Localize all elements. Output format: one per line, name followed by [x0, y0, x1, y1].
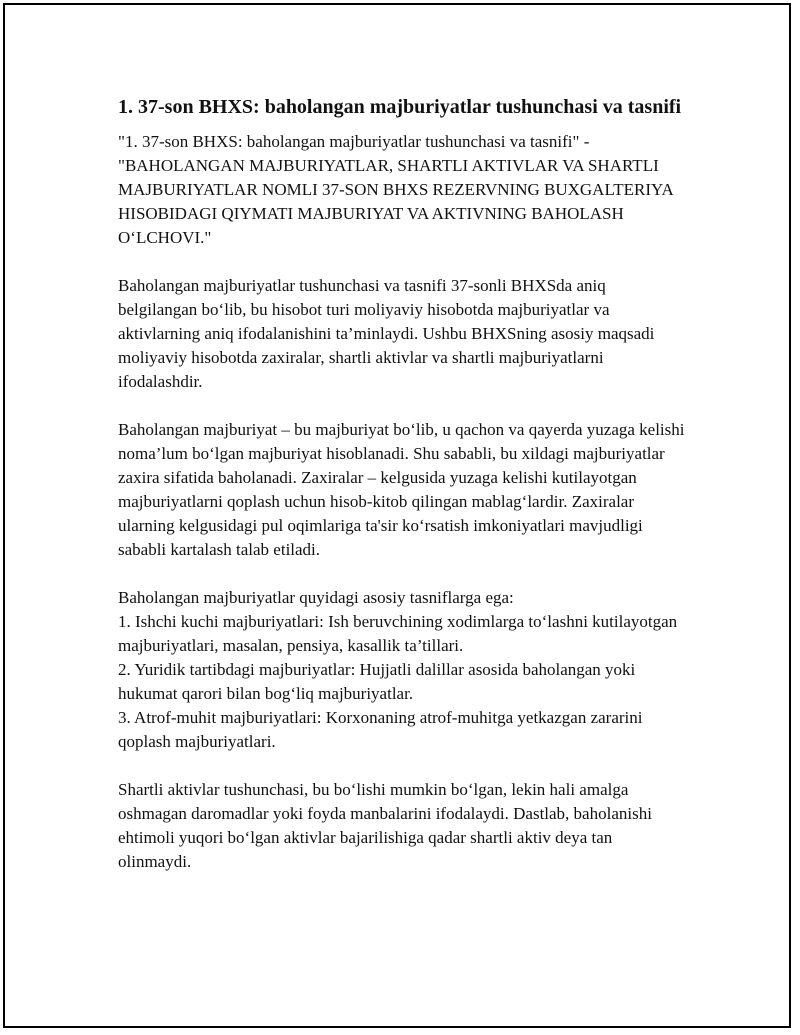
document-body: [118, 94, 688, 874]
classification-item-environmental: 3. Atrof-muhit majburiyatlari: Korxonaning atrof-muhitga yetkazgan zararini qoplash majburiyatlari.: [118, 708, 643, 751]
contingent-assets-paragraph: Shartli aktivlar tushunchasi, bu bo‘lishi mumkin bo‘lgan, lekin hali amalga oshmagan daromadlar yoki foyda manbalarini ifodalaydi. Dastlab, baholanishi ehtimoli yuqori bo‘lgan aktivlar bajarilishiga qadar shartli aktiv deya tan olinmaydi.: [118, 780, 652, 871]
estimated-liability-paragraph: Baholangan majburiyat – bu majburiyat bo‘lib, u qachon va qayerda yuzaga kelishi noma’lum bo‘lgan majburiyat hisoblanadi. Shu sababli, bu xildagi majburiyatlar zaxira sifatida baholanadi. Zaxiralar – kelgusida yuzaga kelishi kutilayotgan majburiyatlarni qoplash uchun hisob-kitob qilingan mablag‘lardir. Zaxiralar ularning kelgusidagi pul oqimlariga ta'sir ko‘rsatish imkoniyatlari mavjudligi sababli kartalash talab etiladi.: [118, 420, 685, 559]
definition-paragraph: Baholangan majburiyatlar tushunchasi va tasnifi 37-sonli BHXSda aniq belgilangan bo‘lib, bu hisobot turi moliyaviy hisobotda majburiyatlar va aktivlarning aniq ifodalanishini ta’minlaydi. Ushbu BHXSning asosiy maqsadi moliyaviy hisobotda zaxiralar, shartli aktivlar va shartli majburiyatlarni ifodalashdir.: [118, 276, 655, 391]
paragraph-spacer: [118, 754, 688, 778]
paragraph-spacer: [118, 250, 688, 274]
classification-intro: Baholangan majburiyatlar quyidagi asosiy tasniflarga ega:: [118, 588, 514, 607]
document-title: 1. 37-son BHXS: baholangan majburiyatlar tushunchasi va tasnifi: [118, 96, 682, 118]
paragraph-spacer: [118, 394, 688, 418]
classification-item-labor: 1. Ishchi kuchi majburiyatlari: Ish beruvchining xodimlarga to‘lashni kutilayotgan majburiyatlari, masalan, pensiya, kasallik ta’tillari.: [118, 612, 678, 655]
paragraph-spacer: [118, 562, 688, 586]
quoted-title-paragraph: "1. 37-son BHXS: baholangan majburiyatlar tushunchasi va tasnifi" - "BAHOLANGAN MAJBURIYATLAR, SHARTLI AKTIVLAR VA SHARTLI MAJBURIYATLAR NOMLI 37-SON BHXS REZERVNING BUXGALTERIYA HISOBIDAGI QIYMATI MAJBURIYAT VA AKTIVNING BAHOLASH O‘LCHOVI.": [118, 132, 673, 247]
classification-item-legal: 2. Yuridik tartibdagi majburiyatlar: Hujjatli dalillar asosida baholangan yoki hukumat qarori bilan bog‘liq majburiyatlar.: [118, 660, 636, 703]
